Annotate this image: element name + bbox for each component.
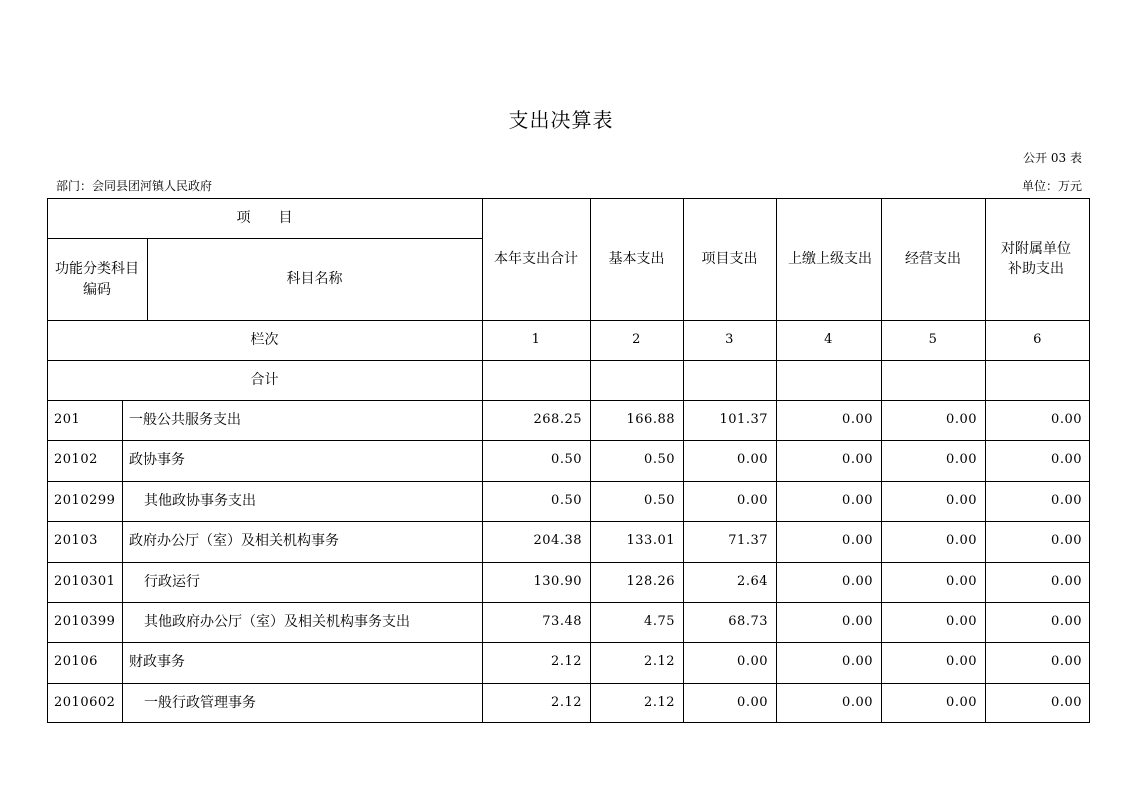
row-value-business: 0.00 xyxy=(946,653,977,669)
row-value-total: 204.38 xyxy=(533,532,582,548)
row-value-project: 68.73 xyxy=(728,613,768,629)
expenditure-table xyxy=(47,198,1090,723)
header-business-expenditure: 经营支出 xyxy=(905,250,961,267)
row-value-business: 0.00 xyxy=(946,492,977,508)
row-value-business: 0.00 xyxy=(946,613,977,629)
row-value-upper: 0.00 xyxy=(842,613,873,629)
form-number: 公开 03 表 xyxy=(1023,151,1082,165)
row-value-project: 0.00 xyxy=(737,694,768,710)
row-value-basic: 2.12 xyxy=(644,694,675,710)
row-function-code: 2010602 xyxy=(54,694,116,710)
row-value-total: 0.50 xyxy=(551,492,582,508)
table-rule xyxy=(147,238,148,320)
column-number-1: 1 xyxy=(531,331,541,347)
header-project-expenditure: 项目支出 xyxy=(701,250,758,267)
column-number-4: 4 xyxy=(824,331,833,347)
row-subject-name: 行政运行 xyxy=(144,573,200,590)
row-value-total: 2.12 xyxy=(551,694,582,710)
row-value-subsidy: 0.00 xyxy=(1051,694,1082,710)
row-value-basic: 4.75 xyxy=(644,613,675,629)
row-function-code: 20106 xyxy=(54,653,98,669)
total-row-label: 合计 xyxy=(250,371,279,388)
row-value-upper: 0.00 xyxy=(842,694,873,710)
row-function-code: 2010299 xyxy=(54,492,116,508)
header-item: 项 目 xyxy=(236,210,293,227)
row-value-business: 0.00 xyxy=(946,694,977,710)
row-value-project: 2.64 xyxy=(737,573,768,589)
row-value-subsidy: 0.00 xyxy=(1051,532,1082,548)
row-subject-name: 政府办公厅（室）及相关机构事务 xyxy=(129,532,339,549)
row-function-code: 2010399 xyxy=(54,613,116,629)
row-value-project: 101.37 xyxy=(719,411,768,427)
unit-label: 单位：万元 xyxy=(1021,179,1082,193)
row-value-subsidy: 0.00 xyxy=(1051,653,1082,669)
row-value-upper: 0.00 xyxy=(842,573,873,589)
row-value-business: 0.00 xyxy=(946,451,977,467)
row-subject-name: 其他政府办公厅（室）及相关机构事务支出 xyxy=(144,613,410,630)
row-value-upper: 0.00 xyxy=(842,532,873,548)
row-value-total: 2.12 xyxy=(551,653,582,669)
column-number-5: 5 xyxy=(928,331,938,347)
row-value-project: 0.00 xyxy=(737,653,768,669)
table-rule xyxy=(47,238,482,239)
row-value-basic: 2.12 xyxy=(644,653,675,669)
row-function-code: 201 xyxy=(54,411,81,427)
row-value-subsidy: 0.00 xyxy=(1051,613,1082,629)
page-title: 支出决算表 xyxy=(508,108,614,132)
row-function-code: 20103 xyxy=(54,532,98,548)
row-value-basic: 0.50 xyxy=(644,492,675,508)
row-value-upper: 0.00 xyxy=(842,411,873,427)
row-value-project: 0.00 xyxy=(737,492,768,508)
row-value-project: 0.00 xyxy=(737,451,768,467)
header-total-expenditure: 本年支出合计 xyxy=(494,250,578,267)
row-subject-name: 其他政协事务支出 xyxy=(144,492,256,509)
row-value-business: 0.00 xyxy=(946,532,977,548)
row-subject-name: 财政事务 xyxy=(129,653,185,670)
row-value-total: 130.90 xyxy=(533,573,582,589)
row-value-subsidy: 0.00 xyxy=(1051,451,1082,467)
row-value-total: 73.48 xyxy=(542,613,582,629)
row-value-basic: 166.88 xyxy=(626,411,675,427)
department-label: 部门：会同县团河镇人民政府 xyxy=(56,179,213,193)
table-rule xyxy=(47,198,1090,199)
table-rule xyxy=(47,360,1090,361)
header-upper-level-expenditure: 上缴上级支出 xyxy=(788,250,872,267)
row-value-total: 268.25 xyxy=(533,411,582,427)
row-subject-name: 一般行政管理事务 xyxy=(144,694,256,711)
row-subject-name: 政协事务 xyxy=(129,451,185,468)
column-number-3: 3 xyxy=(725,331,734,347)
row-value-basic: 133.01 xyxy=(626,532,675,548)
row-value-subsidy: 0.00 xyxy=(1051,573,1082,589)
header-basic-expenditure: 基本支出 xyxy=(608,250,665,267)
header-subsidy-expenditure: 对附属单位补助支出 xyxy=(1001,240,1071,277)
row-function-code: 20102 xyxy=(54,451,98,467)
row-value-business: 0.00 xyxy=(946,573,977,589)
column-number-label: 栏次 xyxy=(250,331,279,348)
row-value-basic: 128.26 xyxy=(626,573,675,589)
row-value-subsidy: 0.00 xyxy=(1051,411,1082,427)
table-rule xyxy=(47,320,1090,321)
header-subject-name: 科目名称 xyxy=(286,271,343,288)
column-number-2: 2 xyxy=(632,331,641,347)
row-value-project: 71.37 xyxy=(728,532,768,548)
header-function-code: 功能分类科目编码 xyxy=(55,261,139,298)
row-value-basic: 0.50 xyxy=(644,451,675,467)
row-value-upper: 0.00 xyxy=(842,492,873,508)
row-value-business: 0.00 xyxy=(946,411,977,427)
row-value-total: 0.50 xyxy=(551,451,582,467)
column-number-6: 6 xyxy=(1033,331,1042,347)
row-function-code: 2010301 xyxy=(54,573,116,589)
row-value-upper: 0.00 xyxy=(842,451,873,467)
row-value-subsidy: 0.00 xyxy=(1051,492,1082,508)
row-subject-name: 一般公共服务支出 xyxy=(129,411,241,428)
row-value-upper: 0.00 xyxy=(842,653,873,669)
